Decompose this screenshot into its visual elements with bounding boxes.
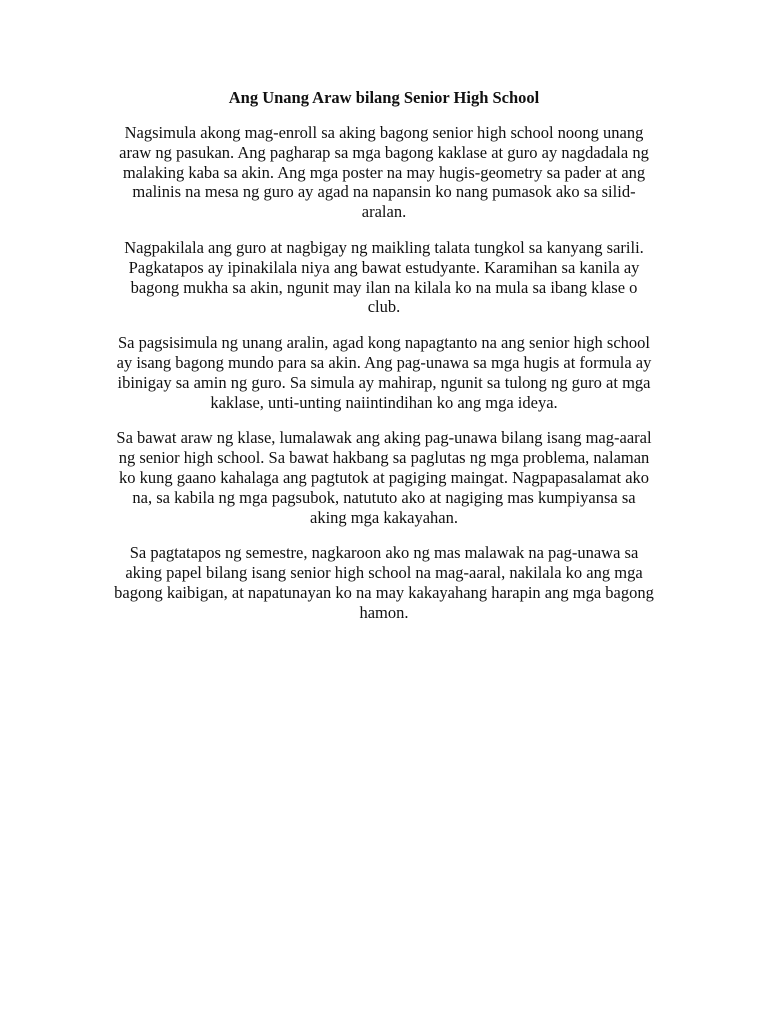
paragraph-4: Sa bawat araw ng klase, lumalawak ang aking pag-unawa bilang isang mag-aaral ng senior high school. Sa bawat hakbang sa paglutas ng mga problema, nalaman ko kung gaano kahalaga ang pagtutok at pagiging maingat. Nagpapasalamat ako na, sa kabila ng mga pagsubok, natututo ako at nagiging mas kumpiyansa sa aking mga kakayahan. [116,428,652,527]
document-body [113,86,655,639]
paragraph-2: Nagpakilala ang guro at nagbigay ng maikling talata tungkol sa kanyang sarili. Pagkatapos ay ipinakilala niya ang bawat estudyante. Karamihan sa kanila ay bagong mukha sa akin, ngunit may ilan na kilala ko na mula sa ibang klase o club. [124,237,644,317]
paragraph-5: Sa pagtatapos ng semestre, nagkaroon ako ng mas malawak na pag-unawa sa aking papel bilang isang senior high school na mag-aaral, nakilala ko ang mga bagong kaibigan, at napatunayan ko na may kakayahang harapin ang mga bagong hamon. [114,543,654,622]
document-title: Ang Unang Araw bilang Senior High School [228,88,540,107]
paragraph-1: Nagsimula akong mag-enroll sa aking bagong senior high school noong unang araw ng pasukan. Ang pagharap sa mga bagong kaklase at guro ay nagdadala ng malaking kaba sa akin. Ang mga poster na may hugis-geometry sa pader at ang malinis na mesa ng guro ay agad na napansin ko nang pumasok ako sa silid-aralan. [119,123,649,222]
paragraph-3: Sa pagsisimula ng unang aralin, agad kong napagtanto na ang senior high school ay isang bagong mundo para sa akin. Ang pag-unawa sa mga hugis at formula ay ibinigay sa amin ng guro. Sa simula ay mahirap, ngunit sa tulong ng guro at mga kaklase, unti-unting naiintindihan ko ang mga ideya. [116,333,652,412]
